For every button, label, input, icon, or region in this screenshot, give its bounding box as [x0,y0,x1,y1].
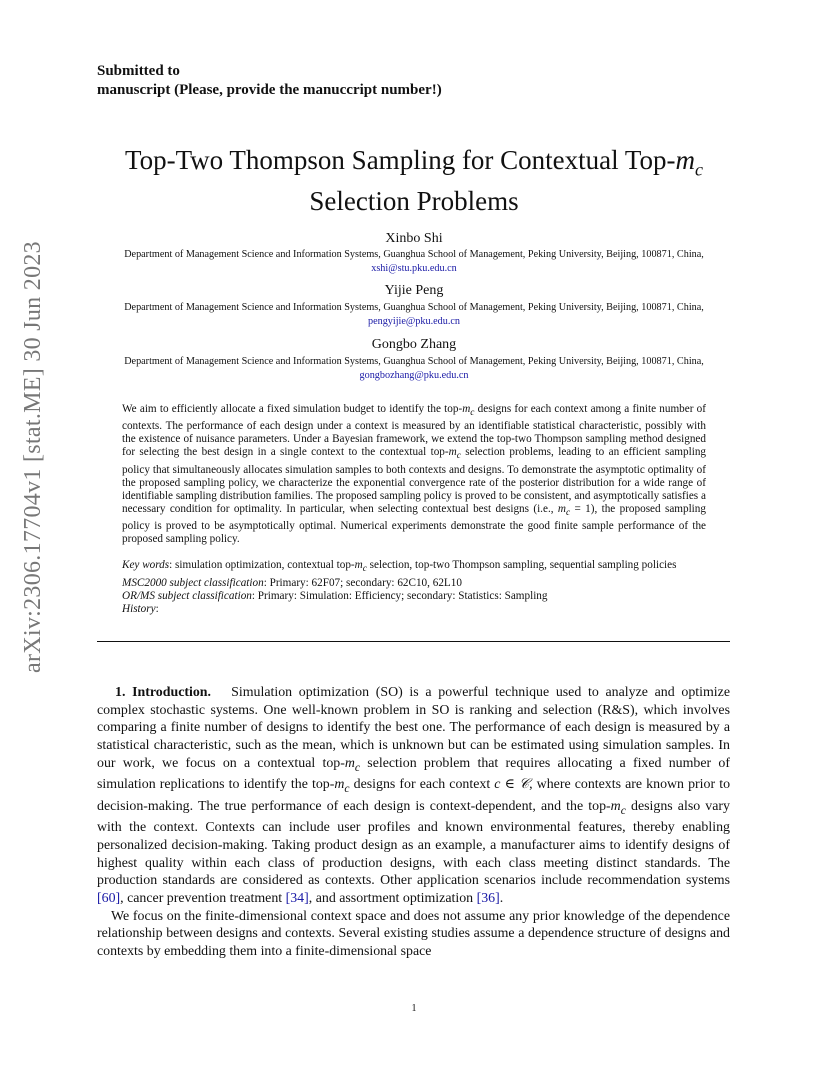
author-email-link[interactable]: gongbozhang@pku.edu.cn [359,369,469,381]
submitted-to: Submitted to [97,63,180,79]
paper-metadata [122,559,706,616]
citation-link[interactable]: [34] [285,891,309,907]
author-name: Gongbo Zhang [371,337,457,352]
author-email-link[interactable]: pengyijie@pku.edu.cn [368,315,460,327]
intro-paragraph-1: 1. Introduction. Simulation optimization (SO) is a powerful technique used to analyze and optimize complex stochastic systems. One well-known problem in SO is ranking and selection (R&S), which involves comparing a finite number of designs to identify the best one. The performance of each design is measured by a statistical characteristic, such as the mean, which is unknown but can be estimated using simulation samples. In our work, we focus on a contextual top-$m_c$ selection problem that requires allocating a fixed number of simulation replications to identify the top-$m_c$ designs for each context c ∈ 𝒞, where contexts are known prior to decision-making. The true performance of each design is context-dependent, and the top-$m_c$ designs also vary with the context. Contexts can include user profiles and known environmental features, thereby enabling personalized decision-making. Taking product design as an example, a manufacturer aims to identify designs of highest quality within each class of production designs, with each class meeting distinct standards. The production standards are considered as contexts. Other application scenarios include recommendation systems [60], cancer prevention treatment [34], and assortment optimization [36]. [97,685,731,907]
intro-paragraph-2: We focus on the finite-dimensional context space and does not assume any prior knowledge of the dependence relationship between designs and contexts. Several existing studies assume a dependence structure of designs and contexts by embedding them into a finite-dimensional space [97,908,730,960]
introduction-section [97,684,730,961]
author-affiliation: Department of Management Science and Information Systems, Guanghua School of Management, Peking University, Beijing, 100871, China, xshi@stu.pku.edu.cn [124,249,704,274]
title-line-2: Selection Problems [309,186,519,217]
msc-classification: MSC2000 subject classification: Primary: 62F07; secondary: 62C10, 62L10 [122,576,462,589]
author-affiliation: Department of Management Science and Information Systems, Guanghua School of Management, Peking University, Beijing, 100871, China, gongbozhang@pku.edu.cn [124,356,704,381]
orms-classification: OR/MS subject classification: Primary: Simulation: Efficiency; secondary: Statistics: Sampling [122,589,548,602]
page-number: 1 [411,1003,417,1014]
journal-header [97,62,442,100]
manuscript-note: manuscript (Please, provide the manuccript number!) [97,82,442,98]
citation-link[interactable]: [36] [476,891,500,907]
history: History: [122,603,159,616]
abstract: We aim to efficiently allocate a fixed simulation budget to identify the top-$m_c$ designs for each context among a finite number of contexts. The performance of each design under a context is measured by an identifiable statistical characteristic, possibly with the existence of nuisance parameters. Under a Bayesian framework, we extend the top-two Thompson sampling method designed for selecting the best design in a single context to the contextual top-$m_c$ selection problems, leading to an efficient sampling policy that simultaneously allocates simulation samples to both contexts and designs. To demonstrate the asymptotic optimality of the proposed sampling policy, we characterize the exponential convergence rate of the posterior distribution for a wide range of identifiable sampling distribution families. The proposed sampling policy is proved to be consistent, and asymptotically satisfies a necessary condition for optimality. In particular, when selecting contextual best designs (i.e., $m_c = 1$), the proposed sampling policy is proved to be asymptotically optimal. Numerical experiments demonstrate the good finite sample performance of the proposed sampling policy. [122,403,707,546]
author-affiliation: Department of Management Science and Information Systems, Guanghua School of Management, Peking University, Beijing, 100871, China, pengyijie@pku.edu.cn [124,302,704,327]
section-heading: 1. Introduction. [115,685,211,700]
section-divider [97,641,730,642]
keywords: Key words: simulation optimization, contextual top-$m_c$ selection, top-two Thompson sampling, sequential sampling policies [122,559,677,575]
author-name: Yijie Peng [384,283,444,298]
paper-title: Top-Two Thompson Sampling for Contextual Top-$m_c$ Selection Problems [60,144,768,217]
author-name: Xinbo Shi [385,231,443,246]
arxiv-identifier[interactable]: arXiv:2306.17704v1 [stat.ME] 30 Jun 2023 [20,241,46,673]
citation-link[interactable]: [60] [97,891,121,907]
author-email-link[interactable]: xshi@stu.pku.edu.cn [371,262,457,274]
